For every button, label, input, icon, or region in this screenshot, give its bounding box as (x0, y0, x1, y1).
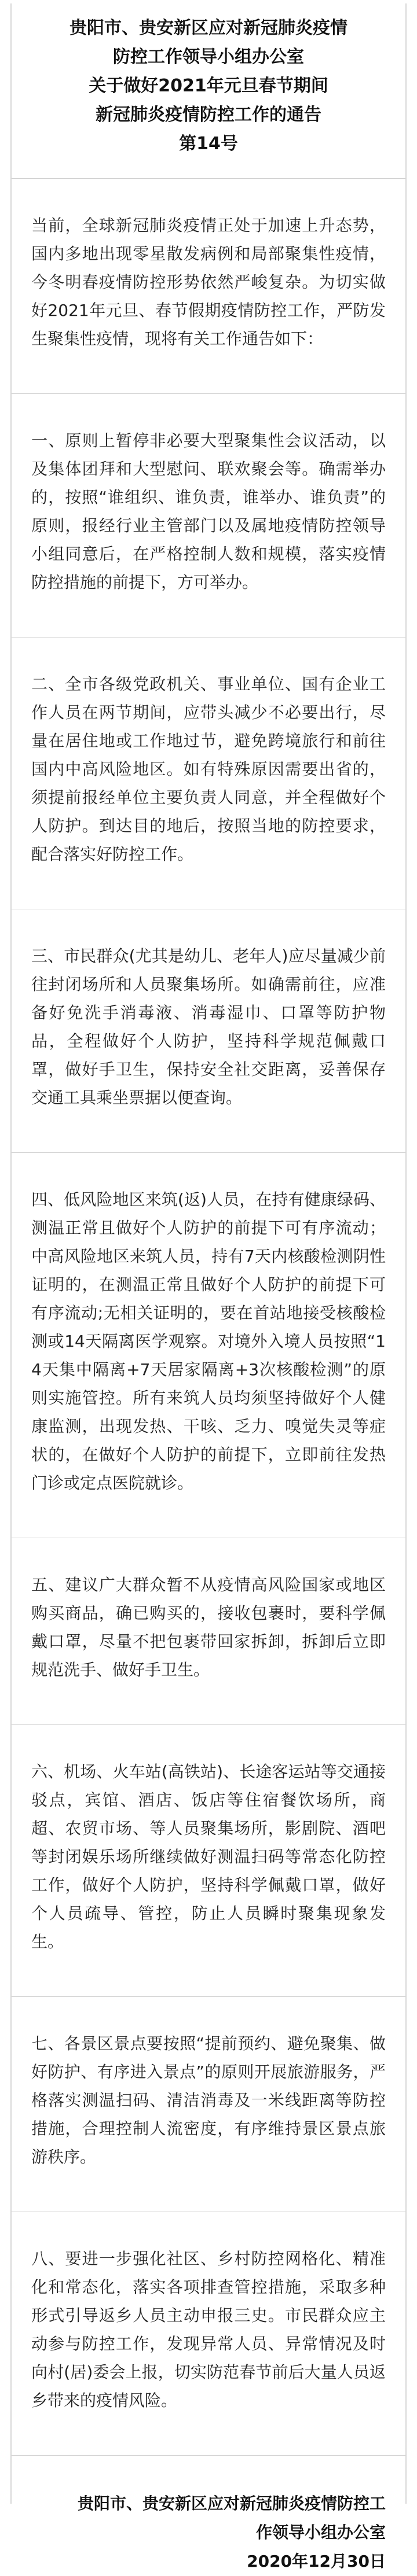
notice-title-line-4: 新冠肺炎疫情防控工作的通告 (96, 105, 321, 125)
item-8-paragraph (12, 2212, 405, 2456)
notice-frame (10, 3, 407, 2571)
notice-title-line-2: 防控工作领导小组办公室 (113, 47, 304, 67)
item-5-paragraph (12, 1538, 405, 1725)
intro-text: 当前，全球新冠肺炎疫情正处于加速上升态势，国内多地出现零星散发病例和局部聚集性疫情，今冬明春疫情防控形势依然严峻复杂。为切实做好2021年元旦、春节假期疫情防控工作，严防发生聚集性疫情，现将有关工作通告如下： (31, 216, 386, 348)
item-3-text: 三、市民群众(尤其是幼儿、老年人)应尽量减少前往封闭场所和人员聚集场所。如确需前往，应准备好免洗手消毒液、消毒湿巾、口罩等防护物品，全程做好个人防护，坚持科学规范佩戴口罩，做好手卫生，保持安全社交距离，妥善保存交通工具乘坐票据以便查询。 (31, 946, 386, 1107)
item-6-text: 六、机场、火车站(高铁站)、长途客运站等交通接驳点，宾馆、酒店、饭店等住宿餐饮场所，商超、农贸市场、等人员聚集场所，影剧院、酒吧等封闭娱乐场所继续做好测温扫码等常态化防控工作，做好个人防护，坚持科学佩戴口罩，做好个人员疏导、管控，防止人员瞬时聚集现象发生。 (31, 1762, 386, 1951)
item-1-text: 一、原则上暂停非必要大型聚集性会议活动，以及集体团拜和大型慰问、联欢聚会等。确需举办的，按照“谁组织、谁负责，谁举办、谁负责”的原则，报经行业主管部门以及属地疫情防控领导小组同意后，在严格控制人数和规模，落实疫情防控措施的前提下，方可举办。 (31, 431, 386, 592)
item-4-paragraph (12, 1153, 405, 1538)
intro-paragraph (12, 179, 405, 394)
item-7-text: 七、各景区景点要按照“提前预约、避免聚集、做好防护、有序进入景点”的原则开展旅游服务，严格落实测温扫码、清洁消毒及一米线距离等防控措施，合理控制人流密度，有序维持景区景点旅游秩序。 (31, 2034, 386, 2166)
notice-number: 第14号 (179, 134, 238, 154)
notice-title-line-3: 关于做好2021年元旦春节期间 (89, 76, 328, 96)
item-7-paragraph (12, 1997, 405, 2212)
issuer-line-1: 贵阳市、贵安新区应对新冠肺炎疫情防控工 (77, 2494, 386, 2513)
item-8-text: 八、要进一步强化社区、乡村防控网格化、精准化和常态化，落实各项排查管控措施，采取多种形式引导返乡人员主动申报三史。市民群众应主动参与防控工作，发现异常人员、异常情况及时向村(居)委会上报，切实防范春节前后大量人员返乡带来的疫情风险。 (31, 2249, 386, 2410)
signature-block (12, 2456, 405, 2576)
item-6-paragraph (12, 1725, 405, 1997)
item-4-text: 四、低风险地区来筑(返)人员，在持有健康绿码、测温正常且做好个人防护的前提下可有序流动；中高风险地区来筑人员，持有7天内核酸检测阴性证明的，在测温正常且做好个人防护的前提下可有序流动;无相关证明的，要在首站地接受核酸检测或14天隔离医学观察。对境外入境人员按照“14天集中隔离+7天居家隔离+3次核酸检测”的原则实施管控。所有来筑人员均须坚持做好个人健康监测，出现发热、干咳、乏力、嗅觉失灵等症状的，在做好个人防护的前提下，立即前往发热门诊或定点医院就诊。 (31, 1190, 386, 1492)
item-1-paragraph (12, 394, 405, 637)
notice-title-line-1: 贵阳市、贵安新区应对新冠肺炎疫情 (70, 18, 348, 38)
item-2-text: 二、全市各级党政机关、事业单位、国有企业工作人员在两节期间，应带头减少不必要出行，尽量在居住地或工作地过节，避免跨境旅行和前往国内中高风险地区。如有特殊原因需要出省的，须提前报经单位主要负责人同意，并全程做好个人防护。到达目的地后，按照当地的防控要求，配合落实好防控工作。 (31, 675, 386, 864)
item-2-paragraph (12, 637, 405, 909)
issue-date: 2020年12月30日 (247, 2552, 386, 2571)
item-3-paragraph (12, 909, 405, 1153)
item-5-text: 五、建议广大群众暂不从疫情高风险国家或地区购买商品，确已购买的，接收包裹时，要科学佩戴口罩，尽量不把包裹带回家拆卸，拆卸后立即规范洗手、做好手卫生。 (31, 1575, 386, 1679)
notice-title-block (12, 3, 405, 168)
issuer-line-2: 作领导小组办公室 (255, 2523, 386, 2542)
